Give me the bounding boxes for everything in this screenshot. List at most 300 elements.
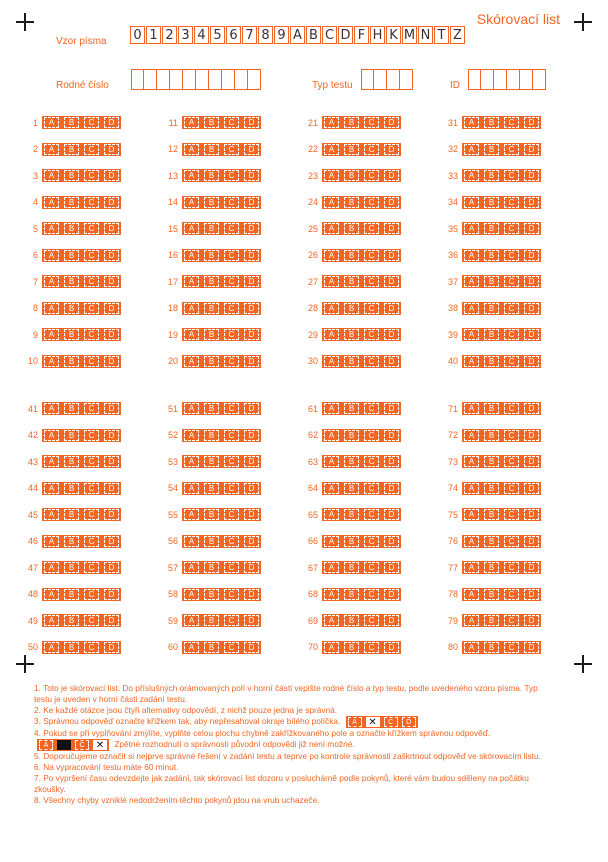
id-box[interactable] bbox=[520, 69, 533, 90]
answer-box-c[interactable]: C bbox=[364, 562, 379, 573]
answer-box-d[interactable]: D bbox=[524, 329, 539, 340]
answer-box-a[interactable]: A bbox=[324, 303, 339, 314]
answer-box-a[interactable]: A bbox=[324, 250, 339, 261]
answer-box-d[interactable]: D bbox=[244, 536, 259, 547]
answer-box-c[interactable]: C bbox=[504, 303, 519, 314]
answer-box-b[interactable]: B bbox=[344, 509, 359, 520]
answer-box-d[interactable]: D bbox=[384, 197, 399, 208]
answer-box-d[interactable]: D bbox=[244, 589, 259, 600]
answer-box-c[interactable]: C bbox=[84, 250, 99, 261]
answer-box-c[interactable]: C bbox=[364, 642, 379, 653]
answer-box-b[interactable]: B bbox=[344, 536, 359, 547]
id-box[interactable] bbox=[468, 69, 481, 90]
answer-box-b[interactable]: B bbox=[344, 329, 359, 340]
answer-box-c[interactable]: C bbox=[504, 276, 519, 287]
answer-box-b[interactable]: B bbox=[344, 250, 359, 261]
answer-box-d[interactable]: D bbox=[244, 117, 259, 128]
birth-number-box[interactable] bbox=[248, 69, 261, 90]
answer-box-c[interactable]: C bbox=[504, 483, 519, 494]
answer-box-d[interactable]: D bbox=[244, 197, 259, 208]
answer-box-d[interactable]: D bbox=[244, 642, 259, 653]
answer-box-a[interactable]: A bbox=[324, 276, 339, 287]
answer-box-a[interactable]: A bbox=[464, 615, 479, 626]
answer-box-a[interactable]: A bbox=[324, 589, 339, 600]
answer-box-b[interactable]: B bbox=[344, 642, 359, 653]
answer-box-d[interactable]: D bbox=[104, 197, 119, 208]
answer-box-d[interactable]: D bbox=[244, 223, 259, 234]
answer-box-a[interactable]: A bbox=[184, 642, 199, 653]
answer-box-c[interactable]: C bbox=[224, 144, 239, 155]
answer-box-a[interactable]: A bbox=[464, 589, 479, 600]
answer-box-a[interactable]: A bbox=[44, 223, 59, 234]
answer-box-c[interactable]: C bbox=[224, 615, 239, 626]
birth-number-box[interactable] bbox=[157, 69, 170, 90]
answer-box-b[interactable]: B bbox=[204, 250, 219, 261]
answer-box-b[interactable]: B bbox=[344, 403, 359, 414]
answer-box-b[interactable]: B bbox=[204, 356, 219, 367]
answer-box-d[interactable]: D bbox=[244, 509, 259, 520]
answer-box-a[interactable]: A bbox=[464, 642, 479, 653]
answer-box-c[interactable]: C bbox=[504, 197, 519, 208]
answer-box-b[interactable]: B bbox=[484, 303, 499, 314]
answer-box-d[interactable]: D bbox=[104, 456, 119, 467]
answer-box-a[interactable]: A bbox=[324, 642, 339, 653]
answer-box-d[interactable]: D bbox=[384, 329, 399, 340]
answer-box-b[interactable]: B bbox=[64, 589, 79, 600]
answer-box-d[interactable]: D bbox=[384, 430, 399, 441]
answer-box-d[interactable]: D bbox=[384, 170, 399, 181]
answer-box-a[interactable]: A bbox=[184, 170, 199, 181]
answer-box-d[interactable]: D bbox=[104, 403, 119, 414]
answer-box-c[interactable]: C bbox=[364, 197, 379, 208]
answer-box-b[interactable]: B bbox=[64, 144, 79, 155]
answer-box-c[interactable]: C bbox=[224, 197, 239, 208]
answer-box-a[interactable]: A bbox=[44, 456, 59, 467]
answer-box-b[interactable]: B bbox=[484, 197, 499, 208]
answer-box-d[interactable]: D bbox=[104, 642, 119, 653]
answer-box-c[interactable]: C bbox=[504, 223, 519, 234]
answer-box-b[interactable]: B bbox=[344, 303, 359, 314]
answer-box-d[interactable]: D bbox=[244, 329, 259, 340]
answer-box-c[interactable]: C bbox=[84, 170, 99, 181]
answer-box-a[interactable]: A bbox=[464, 483, 479, 494]
birth-number-box[interactable] bbox=[209, 69, 222, 90]
answer-box-c[interactable]: C bbox=[224, 250, 239, 261]
id-field[interactable] bbox=[468, 69, 546, 90]
answer-box-c[interactable]: C bbox=[84, 117, 99, 128]
answer-box-b[interactable]: B bbox=[204, 536, 219, 547]
answer-box-c[interactable]: C bbox=[364, 303, 379, 314]
answer-box-d[interactable]: D bbox=[244, 562, 259, 573]
answer-box-a[interactable]: A bbox=[324, 456, 339, 467]
answer-box-b[interactable]: B bbox=[344, 456, 359, 467]
answer-box-b[interactable]: B bbox=[64, 276, 79, 287]
answer-box-a[interactable]: A bbox=[464, 430, 479, 441]
answer-box-c[interactable]: C bbox=[504, 536, 519, 547]
answer-box-a[interactable]: A bbox=[184, 589, 199, 600]
answer-box-a[interactable]: A bbox=[184, 430, 199, 441]
answer-box-a[interactable]: A bbox=[184, 483, 199, 494]
answer-box-b[interactable]: B bbox=[484, 276, 499, 287]
answer-box-c[interactable]: C bbox=[84, 144, 99, 155]
answer-box-a[interactable]: A bbox=[44, 589, 59, 600]
answer-box-d[interactable]: D bbox=[384, 250, 399, 261]
answer-box-d[interactable]: D bbox=[244, 403, 259, 414]
answer-box-c[interactable]: C bbox=[224, 276, 239, 287]
answer-box-d[interactable]: D bbox=[524, 562, 539, 573]
answer-box-c[interactable]: C bbox=[84, 303, 99, 314]
birth-number-box[interactable] bbox=[183, 69, 196, 90]
answer-box-c[interactable]: C bbox=[224, 456, 239, 467]
answer-box-a[interactable]: A bbox=[44, 483, 59, 494]
answer-box-a[interactable]: A bbox=[184, 536, 199, 547]
answer-box-a[interactable]: A bbox=[184, 615, 199, 626]
answer-box-a[interactable]: A bbox=[324, 403, 339, 414]
answer-box-a[interactable]: A bbox=[184, 456, 199, 467]
answer-box-c[interactable]: C bbox=[364, 117, 379, 128]
answer-box-a[interactable]: A bbox=[44, 276, 59, 287]
answer-box-b[interactable]: B bbox=[344, 170, 359, 181]
answer-box-c[interactable]: C bbox=[364, 250, 379, 261]
answer-box-b[interactable]: B bbox=[204, 562, 219, 573]
answer-box-a[interactable]: A bbox=[324, 144, 339, 155]
answer-box-a[interactable]: A bbox=[44, 197, 59, 208]
answer-box-c[interactable]: C bbox=[224, 170, 239, 181]
answer-box-c[interactable]: C bbox=[504, 117, 519, 128]
answer-box-a[interactable]: A bbox=[464, 223, 479, 234]
answer-box-d[interactable]: D bbox=[104, 170, 119, 181]
answer-box-b[interactable]: B bbox=[64, 117, 79, 128]
answer-box-a[interactable]: A bbox=[44, 250, 59, 261]
answer-box-a[interactable]: A bbox=[44, 170, 59, 181]
answer-box-b[interactable]: B bbox=[344, 615, 359, 626]
answer-box-d[interactable]: D bbox=[384, 303, 399, 314]
answer-box-c[interactable]: C bbox=[504, 562, 519, 573]
id-box[interactable] bbox=[494, 69, 507, 90]
answer-box-d[interactable]: D bbox=[524, 144, 539, 155]
answer-box-a[interactable]: A bbox=[324, 509, 339, 520]
answer-box-b[interactable]: B bbox=[204, 276, 219, 287]
answer-box-d[interactable]: D bbox=[244, 615, 259, 626]
birth-number-box[interactable] bbox=[170, 69, 183, 90]
answer-box-a[interactable]: A bbox=[44, 144, 59, 155]
answer-box-a[interactable]: A bbox=[184, 117, 199, 128]
answer-box-a[interactable]: A bbox=[324, 356, 339, 367]
answer-box-d[interactable]: D bbox=[244, 430, 259, 441]
answer-box-d[interactable]: D bbox=[104, 536, 119, 547]
answer-box-b[interactable]: B bbox=[64, 456, 79, 467]
answer-box-d[interactable]: D bbox=[244, 276, 259, 287]
answer-box-d[interactable]: D bbox=[104, 117, 119, 128]
answer-box-d[interactable]: D bbox=[244, 250, 259, 261]
answer-box-b[interactable]: B bbox=[484, 509, 499, 520]
answer-box-b[interactable]: B bbox=[204, 303, 219, 314]
answer-box-b[interactable]: B bbox=[64, 197, 79, 208]
answer-box-c[interactable]: C bbox=[364, 430, 379, 441]
answer-box-d[interactable]: D bbox=[104, 509, 119, 520]
answer-box-d[interactable]: D bbox=[524, 456, 539, 467]
answer-box-c[interactable]: C bbox=[84, 276, 99, 287]
birth-number-field[interactable] bbox=[131, 69, 261, 90]
answer-box-a[interactable]: A bbox=[44, 536, 59, 547]
answer-box-b[interactable]: B bbox=[64, 170, 79, 181]
answer-box-a[interactable]: A bbox=[44, 562, 59, 573]
answer-box-d[interactable]: D bbox=[524, 589, 539, 600]
answer-box-c[interactable]: C bbox=[364, 170, 379, 181]
answer-box-d[interactable]: D bbox=[244, 456, 259, 467]
answer-box-d[interactable]: D bbox=[104, 329, 119, 340]
answer-box-b[interactable]: B bbox=[64, 562, 79, 573]
answer-box-d[interactable]: D bbox=[384, 144, 399, 155]
answer-box-c[interactable]: C bbox=[504, 403, 519, 414]
answer-box-d[interactable]: D bbox=[244, 483, 259, 494]
answer-box-a[interactable]: A bbox=[464, 536, 479, 547]
answer-box-d[interactable]: D bbox=[524, 483, 539, 494]
answer-box-d[interactable]: D bbox=[524, 642, 539, 653]
answer-box-c[interactable]: C bbox=[224, 642, 239, 653]
answer-box-d[interactable]: D bbox=[384, 276, 399, 287]
answer-box-a[interactable]: A bbox=[184, 144, 199, 155]
answer-box-b[interactable]: B bbox=[484, 589, 499, 600]
answer-box-a[interactable]: A bbox=[464, 303, 479, 314]
answer-box-c[interactable]: C bbox=[364, 144, 379, 155]
answer-box-b[interactable]: B bbox=[344, 356, 359, 367]
answer-box-c[interactable]: C bbox=[504, 509, 519, 520]
answer-box-b[interactable]: B bbox=[64, 403, 79, 414]
answer-box-d[interactable]: D bbox=[524, 509, 539, 520]
answer-box-c[interactable]: C bbox=[84, 456, 99, 467]
answer-box-b[interactable]: B bbox=[484, 615, 499, 626]
answer-box-c[interactable]: C bbox=[224, 303, 239, 314]
answer-box-d[interactable]: D bbox=[524, 356, 539, 367]
answer-box-c[interactable]: C bbox=[84, 483, 99, 494]
answer-box-c[interactable]: C bbox=[504, 356, 519, 367]
answer-box-d[interactable]: D bbox=[524, 536, 539, 547]
answer-box-b[interactable]: B bbox=[484, 562, 499, 573]
answer-box-b[interactable]: B bbox=[344, 117, 359, 128]
answer-box-c[interactable]: C bbox=[364, 456, 379, 467]
answer-box-a[interactable]: A bbox=[44, 303, 59, 314]
answer-box-c[interactable]: C bbox=[504, 589, 519, 600]
answer-box-d[interactable]: D bbox=[104, 562, 119, 573]
answer-box-a[interactable]: A bbox=[184, 250, 199, 261]
answer-box-b[interactable]: B bbox=[204, 589, 219, 600]
answer-box-c[interactable]: C bbox=[504, 430, 519, 441]
answer-box-b[interactable]: B bbox=[204, 509, 219, 520]
answer-box-b[interactable]: B bbox=[484, 483, 499, 494]
answer-box-d[interactable]: D bbox=[104, 589, 119, 600]
answer-box-c[interactable]: C bbox=[224, 329, 239, 340]
answer-box-b[interactable]: B bbox=[64, 430, 79, 441]
answer-box-b[interactable]: B bbox=[484, 356, 499, 367]
answer-box-d[interactable]: D bbox=[384, 642, 399, 653]
answer-box-a[interactable]: A bbox=[464, 197, 479, 208]
answer-box-d[interactable]: D bbox=[104, 615, 119, 626]
answer-box-b[interactable]: B bbox=[344, 562, 359, 573]
answer-box-b[interactable]: B bbox=[64, 642, 79, 653]
answer-box-d[interactable]: D bbox=[524, 403, 539, 414]
answer-box-b[interactable]: B bbox=[204, 170, 219, 181]
answer-box-c[interactable]: C bbox=[84, 509, 99, 520]
answer-box-a[interactable]: A bbox=[184, 403, 199, 414]
answer-box-c[interactable]: C bbox=[504, 250, 519, 261]
answer-box-d[interactable]: D bbox=[384, 536, 399, 547]
answer-box-a[interactable]: A bbox=[464, 329, 479, 340]
answer-box-d[interactable]: D bbox=[524, 430, 539, 441]
answer-box-c[interactable]: C bbox=[84, 223, 99, 234]
answer-box-b[interactable]: B bbox=[204, 403, 219, 414]
answer-box-a[interactable]: A bbox=[464, 250, 479, 261]
answer-box-b[interactable]: B bbox=[484, 117, 499, 128]
answer-box-c[interactable]: C bbox=[224, 117, 239, 128]
answer-box-a[interactable]: A bbox=[44, 117, 59, 128]
id-box[interactable] bbox=[507, 69, 520, 90]
answer-box-c[interactable]: C bbox=[224, 536, 239, 547]
answer-box-d[interactable]: D bbox=[104, 223, 119, 234]
answer-box-d[interactable]: D bbox=[524, 223, 539, 234]
birth-number-box[interactable] bbox=[196, 69, 209, 90]
answer-box-b[interactable]: B bbox=[204, 430, 219, 441]
answer-box-d[interactable]: D bbox=[104, 144, 119, 155]
answer-box-c[interactable]: C bbox=[364, 536, 379, 547]
answer-box-a[interactable]: A bbox=[464, 276, 479, 287]
answer-box-c[interactable]: C bbox=[364, 356, 379, 367]
birth-number-box[interactable] bbox=[144, 69, 157, 90]
answer-box-b[interactable]: B bbox=[484, 223, 499, 234]
answer-box-c[interactable]: C bbox=[84, 642, 99, 653]
answer-box-a[interactable]: A bbox=[44, 329, 59, 340]
answer-box-a[interactable]: A bbox=[324, 117, 339, 128]
answer-box-b[interactable]: B bbox=[64, 615, 79, 626]
answer-box-d[interactable]: D bbox=[384, 356, 399, 367]
answer-box-d[interactable]: D bbox=[104, 483, 119, 494]
answer-box-b[interactable]: B bbox=[204, 197, 219, 208]
answer-box-a[interactable]: A bbox=[44, 430, 59, 441]
answer-box-b[interactable]: B bbox=[64, 356, 79, 367]
answer-box-d[interactable]: D bbox=[524, 615, 539, 626]
answer-box-c[interactable]: C bbox=[84, 197, 99, 208]
answer-box-c[interactable]: C bbox=[504, 144, 519, 155]
answer-box-c[interactable]: C bbox=[224, 483, 239, 494]
answer-box-c[interactable]: C bbox=[364, 276, 379, 287]
answer-box-b[interactable]: B bbox=[64, 303, 79, 314]
answer-box-d[interactable]: D bbox=[104, 356, 119, 367]
answer-box-d[interactable]: D bbox=[384, 589, 399, 600]
answer-box-a[interactable]: A bbox=[184, 303, 199, 314]
answer-box-c[interactable]: C bbox=[504, 329, 519, 340]
answer-box-d[interactable]: D bbox=[244, 303, 259, 314]
answer-box-c[interactable]: C bbox=[84, 329, 99, 340]
answer-box-c[interactable]: C bbox=[224, 223, 239, 234]
answer-box-a[interactable]: A bbox=[184, 223, 199, 234]
answer-box-b[interactable]: B bbox=[204, 144, 219, 155]
answer-box-b[interactable]: B bbox=[344, 483, 359, 494]
answer-box-d[interactable]: D bbox=[524, 276, 539, 287]
answer-box-a[interactable]: A bbox=[324, 430, 339, 441]
answer-box-a[interactable]: A bbox=[324, 562, 339, 573]
answer-box-a[interactable]: A bbox=[184, 509, 199, 520]
answer-box-b[interactable]: B bbox=[204, 615, 219, 626]
answer-box-a[interactable]: A bbox=[324, 329, 339, 340]
answer-box-b[interactable]: B bbox=[204, 329, 219, 340]
answer-box-a[interactable]: A bbox=[464, 562, 479, 573]
answer-box-d[interactable]: D bbox=[524, 170, 539, 181]
answer-box-b[interactable]: B bbox=[484, 403, 499, 414]
answer-box-c[interactable]: C bbox=[84, 615, 99, 626]
answer-box-c[interactable]: C bbox=[364, 589, 379, 600]
answer-box-d[interactable]: D bbox=[384, 223, 399, 234]
answer-box-a[interactable]: A bbox=[44, 642, 59, 653]
answer-box-d[interactable]: D bbox=[384, 117, 399, 128]
answer-box-a[interactable]: A bbox=[464, 456, 479, 467]
answer-box-d[interactable]: D bbox=[104, 430, 119, 441]
test-type-box[interactable] bbox=[400, 69, 413, 90]
answer-box-a[interactable]: A bbox=[184, 329, 199, 340]
answer-box-b[interactable]: B bbox=[344, 276, 359, 287]
answer-box-b[interactable]: B bbox=[204, 223, 219, 234]
answer-box-c[interactable]: C bbox=[504, 170, 519, 181]
answer-box-d[interactable]: D bbox=[384, 456, 399, 467]
answer-box-c[interactable]: C bbox=[224, 430, 239, 441]
answer-box-a[interactable]: A bbox=[44, 509, 59, 520]
answer-box-b[interactable]: B bbox=[344, 223, 359, 234]
birth-number-box[interactable] bbox=[235, 69, 248, 90]
answer-box-b[interactable]: B bbox=[344, 144, 359, 155]
answer-box-b[interactable]: B bbox=[344, 197, 359, 208]
test-type-box[interactable] bbox=[374, 69, 387, 90]
test-type-box[interactable] bbox=[361, 69, 374, 90]
id-box[interactable] bbox=[481, 69, 494, 90]
answer-box-c[interactable]: C bbox=[504, 615, 519, 626]
answer-box-b[interactable]: B bbox=[344, 430, 359, 441]
answer-box-b[interactable]: B bbox=[484, 250, 499, 261]
answer-box-b[interactable]: B bbox=[204, 456, 219, 467]
answer-box-d[interactable]: D bbox=[384, 483, 399, 494]
answer-box-a[interactable]: A bbox=[324, 223, 339, 234]
answer-box-d[interactable]: D bbox=[524, 250, 539, 261]
answer-box-b[interactable]: B bbox=[64, 250, 79, 261]
answer-box-d[interactable]: D bbox=[104, 276, 119, 287]
answer-box-b[interactable]: B bbox=[484, 144, 499, 155]
answer-box-c[interactable]: C bbox=[224, 403, 239, 414]
answer-box-c[interactable]: C bbox=[224, 562, 239, 573]
answer-box-a[interactable]: A bbox=[324, 483, 339, 494]
answer-box-a[interactable]: A bbox=[464, 356, 479, 367]
answer-box-c[interactable]: C bbox=[364, 403, 379, 414]
birth-number-box[interactable] bbox=[222, 69, 235, 90]
answer-box-a[interactable]: A bbox=[44, 615, 59, 626]
answer-box-d[interactable]: D bbox=[384, 509, 399, 520]
answer-box-a[interactable]: A bbox=[324, 197, 339, 208]
answer-box-a[interactable]: A bbox=[184, 197, 199, 208]
answer-box-d[interactable]: D bbox=[244, 170, 259, 181]
answer-box-d[interactable]: D bbox=[384, 562, 399, 573]
answer-box-b[interactable]: B bbox=[64, 483, 79, 494]
answer-box-d[interactable]: D bbox=[244, 356, 259, 367]
answer-box-b[interactable]: B bbox=[64, 509, 79, 520]
answer-box-c[interactable]: C bbox=[364, 223, 379, 234]
answer-box-b[interactable]: B bbox=[484, 456, 499, 467]
answer-box-b[interactable]: B bbox=[64, 536, 79, 547]
answer-box-c[interactable]: C bbox=[224, 589, 239, 600]
answer-box-a[interactable]: A bbox=[464, 117, 479, 128]
answer-box-b[interactable]: B bbox=[64, 223, 79, 234]
test-type-field[interactable] bbox=[361, 69, 413, 90]
answer-box-a[interactable]: A bbox=[464, 144, 479, 155]
answer-box-d[interactable]: D bbox=[524, 303, 539, 314]
id-box[interactable] bbox=[533, 69, 546, 90]
answer-box-c[interactable]: C bbox=[224, 509, 239, 520]
